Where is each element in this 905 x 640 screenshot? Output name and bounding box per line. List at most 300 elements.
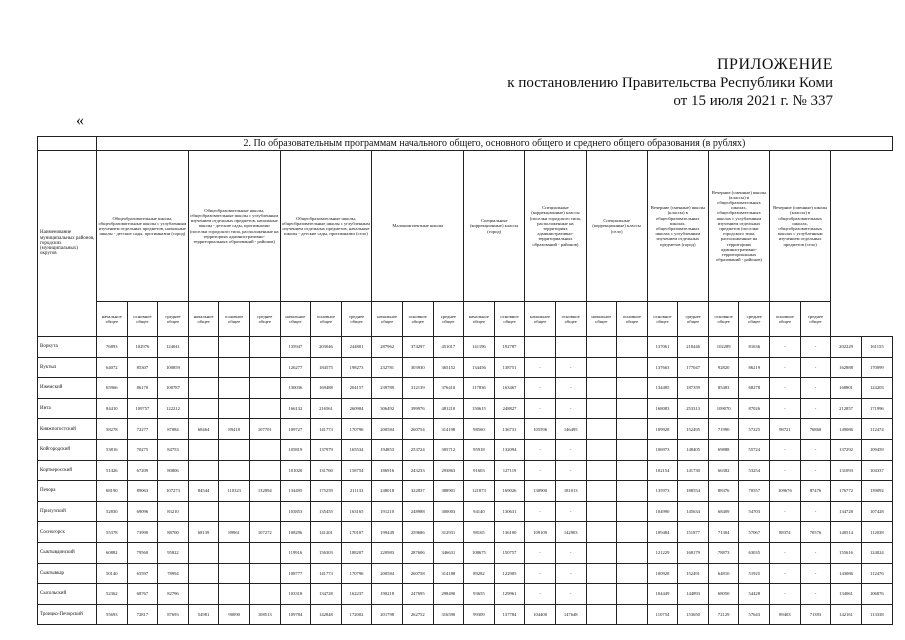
group-header: Специальные (коррекционные) классы (село) <box>586 151 647 302</box>
cost-cell: 69888 <box>708 439 739 460</box>
cost-cell: 122905 <box>494 563 525 584</box>
cost-cell: 55724 <box>739 439 770 460</box>
cost-cell <box>249 542 280 563</box>
cost-cell: 110754 <box>647 604 678 625</box>
education-level-header: основное общее <box>617 302 648 337</box>
cost-cell: 68767 <box>127 584 158 605</box>
cost-cell <box>219 563 250 584</box>
cost-cell: 149086 <box>831 419 862 440</box>
cost-cell: 70557 <box>739 481 770 502</box>
education-level-header: начальное общее <box>525 302 556 337</box>
table-row <box>38 460 893 481</box>
group-header: Специальные (коррекционные) классы (город) <box>464 151 525 302</box>
cost-cell: 92820 <box>708 357 739 378</box>
cost-cell: 142903 <box>555 522 586 543</box>
cost-cell: 107428 <box>861 501 892 522</box>
cost-cell: 132094 <box>494 439 525 460</box>
cost-cell <box>586 337 617 358</box>
cost-cell: - <box>800 337 831 358</box>
education-level-header: основное общее <box>708 302 739 337</box>
cost-cell: 53254 <box>739 460 770 481</box>
municipality-name: Печора <box>38 481 97 502</box>
cost-cell: 262752 <box>402 604 433 625</box>
table-row <box>38 604 893 625</box>
cost-cell: 106973 <box>647 439 678 460</box>
cost-cell: 155616 <box>831 542 862 563</box>
cost-cell: 51925 <box>739 563 770 584</box>
table-row <box>38 419 893 440</box>
cost-cell: 142848 <box>311 604 342 625</box>
section-title: 2. По образовательным программам начального общего, основного общего и среднего общего образования (в рублях) <box>97 137 893 151</box>
cost-cell: - <box>800 439 831 460</box>
cost-cell: 112476 <box>861 563 892 584</box>
cost-cell: 109928 <box>647 419 678 440</box>
cost-cell: 51426 <box>97 460 128 481</box>
education-level-header: начальное общее <box>372 302 403 337</box>
cost-cell: 109784 <box>280 604 311 625</box>
cost-cell: 212857 <box>831 398 862 419</box>
cost-cell: 86170 <box>127 378 158 399</box>
cost-cell: 55378 <box>97 522 128 543</box>
cost-cell: - <box>555 584 586 605</box>
education-level-header: основное общее <box>494 302 525 337</box>
cost-cell <box>617 439 648 460</box>
cost-cell: 88376 <box>708 481 739 502</box>
cost-cell: 129961 <box>494 584 525 605</box>
cost-cell <box>617 604 648 625</box>
cost-cell: 87026 <box>739 398 770 419</box>
cost-cell: 98721 <box>770 419 801 440</box>
cost-cell: 57067 <box>739 522 770 543</box>
group-header: Общеобразовательные школы, общеобразовательные школы с углубленным изучением отдельных предметов, начальные школы - детские сады, прогимназии (поселки городского типа, расположенные на территориях административно-территориальных образований - районов) <box>188 151 280 302</box>
group-header-row <box>38 151 893 302</box>
cost-cell: 200584 <box>372 419 403 440</box>
cost-cell: 106876 <box>861 584 892 605</box>
cost-cell: 67209 <box>127 460 158 481</box>
cost-cell: - <box>800 378 831 399</box>
opening-quote: « <box>76 112 84 129</box>
cost-cell <box>617 419 648 440</box>
municipality-name: Воркута <box>38 337 97 358</box>
cost-cell: - <box>800 357 831 378</box>
cost-cell <box>249 439 280 460</box>
cost-cell <box>586 419 617 440</box>
cost-cell: 68190 <box>97 481 128 502</box>
cost-cell: 131760 <box>311 460 342 481</box>
cost-cell: 108296 <box>280 522 311 543</box>
municipality-name: Ижемский <box>38 378 97 399</box>
cost-cell: 135973 <box>647 481 678 502</box>
cost-cell: 124024 <box>861 542 892 563</box>
cost-cell: 188207 <box>341 542 372 563</box>
cost-cell: - <box>525 398 556 419</box>
cost-cell: 156303 <box>311 542 342 563</box>
cost-cell: 65966 <box>97 378 128 399</box>
cost-cell: 170107 <box>341 522 372 543</box>
education-level-header: основное общее <box>127 302 158 337</box>
cost-cell: - <box>770 337 801 358</box>
cost-cell <box>249 584 280 605</box>
cost-cell: 55693 <box>97 604 128 625</box>
cost-cell: 201798 <box>372 604 403 625</box>
cost-cell: 170796 <box>341 563 372 584</box>
cost-cell: 135455 <box>311 501 342 522</box>
cost-cell: 153650 <box>678 604 709 625</box>
education-level-header: среднее общее <box>158 302 189 337</box>
cost-cell: 76893 <box>97 337 128 358</box>
cost-cell: 53816 <box>97 439 128 460</box>
cost-cell: 141201 <box>311 522 342 543</box>
cost-cell: 60882 <box>97 542 128 563</box>
cost-cell <box>525 337 556 358</box>
education-level-header: основное общее <box>555 302 586 337</box>
cost-cell <box>617 481 648 502</box>
cost-cell: 305712 <box>433 439 464 460</box>
cost-cell: 105819 <box>280 439 311 460</box>
cost-cell: 130900 <box>525 481 556 502</box>
document-header <box>507 56 833 110</box>
cost-cell: 121229 <box>647 542 678 563</box>
cost-cell: 204157 <box>341 378 372 399</box>
cost-cell: 101020 <box>280 460 311 481</box>
cost-cell: 109484 <box>647 522 678 543</box>
cost-cell: 141773 <box>311 563 342 584</box>
cost-cell: 57225 <box>739 419 770 440</box>
cost-cell: 135947 <box>280 337 311 358</box>
cost-cell: 102289 <box>708 337 739 358</box>
municipality-name: Княжпогостский <box>38 419 97 440</box>
education-level-header: основное общее <box>219 302 250 337</box>
cost-cell: 162888 <box>831 357 862 378</box>
cost-cell: 89418 <box>219 419 250 440</box>
cost-cell <box>617 522 648 543</box>
cost-cell: 151877 <box>678 522 709 543</box>
cost-cell: 102976 <box>127 337 158 358</box>
cost-cell: - <box>525 378 556 399</box>
cost-cell: 152491 <box>678 563 709 584</box>
cost-cell <box>188 357 219 378</box>
cost-cell <box>617 542 648 563</box>
cost-cell: - <box>800 542 831 563</box>
cost-cell <box>586 357 617 378</box>
cost-cell: 169026 <box>494 481 525 502</box>
cost-cell: 198273 <box>341 357 372 378</box>
cost-cell: 134456 <box>464 357 495 378</box>
education-level-header: начальное общее <box>586 302 617 337</box>
cost-cell <box>249 460 280 481</box>
cost-cell: 91603 <box>464 460 495 481</box>
cost-cell: - <box>525 501 556 522</box>
group-header: Вечерние (сменные) школы (классы) в общеобразовательных школах, общеобразовательных школах с углубленным изучением отдельных предметов (город) <box>647 151 708 302</box>
cost-cell: 200584 <box>372 563 403 584</box>
cost-cell: 184575 <box>311 357 342 378</box>
cost-cell: 119916 <box>280 542 311 563</box>
cost-cell: 124041 <box>158 337 189 358</box>
cost-cell: 109757 <box>127 398 158 419</box>
cost-cell: 98560 <box>464 419 495 440</box>
cost-cell: - <box>525 357 556 378</box>
cost-cell: 137292 <box>831 439 862 460</box>
cost-cell: 88374 <box>770 522 801 543</box>
cost-cell: 107701 <box>249 419 280 440</box>
municipality-column-header: Наименование муниципальных районов, городских (муниципальных) округов <box>38 151 97 337</box>
cost-cell: - <box>555 563 586 584</box>
cost-cell: 239789 <box>372 378 403 399</box>
cost-cell: 63035 <box>739 542 770 563</box>
cost-cell: 150615 <box>464 398 495 419</box>
municipality-name: Сосногорск <box>38 522 97 543</box>
cost-cell: 109727 <box>280 419 311 440</box>
cost-cell <box>188 584 219 605</box>
cost-cell: 50140 <box>97 563 128 584</box>
cost-cell <box>555 337 586 358</box>
cost-cell: 88700 <box>158 522 189 543</box>
cost-cell: 68464 <box>188 419 219 440</box>
municipality-name: Прилузский <box>38 501 97 522</box>
cost-cell: 52830 <box>97 501 128 522</box>
table-row <box>38 584 893 605</box>
cost-cell: 65597 <box>127 563 158 584</box>
group-header: Специальные (коррекционные) классы (поселки городского типа, расположенные на территориях административно-территориальных образований - районов) <box>525 151 586 302</box>
cost-cell: 98165 <box>464 522 495 543</box>
sub-header-row <box>38 302 893 337</box>
cost-cell: 71304 <box>708 522 739 543</box>
table-row <box>38 522 893 543</box>
cost-cell <box>586 542 617 563</box>
cost-cell: 109070 <box>708 398 739 419</box>
table-row <box>38 542 893 563</box>
cost-cell: 163165 <box>341 501 372 522</box>
cost-cell: 158754 <box>341 460 372 481</box>
cost-cell: - <box>525 542 556 563</box>
cost-cell: 126277 <box>280 357 311 378</box>
cost-cell: 186916 <box>372 460 403 481</box>
cost-cell <box>586 501 617 522</box>
cost-cell: 147648 <box>555 604 586 625</box>
municipality-name: Инта <box>38 398 97 419</box>
cost-cell: 68409 <box>708 501 739 522</box>
cost-cell: - <box>770 542 801 563</box>
cost-cell: 170796 <box>341 419 372 440</box>
cost-cell: 293863 <box>433 460 464 481</box>
cost-cell: 93655 <box>464 584 495 605</box>
cost-cell: 72817 <box>127 604 158 625</box>
education-level-header: среднее общее <box>249 302 280 337</box>
cost-cell: 388901 <box>433 481 464 502</box>
cost-cell: 139092 <box>861 481 892 502</box>
education-level-header: основное общее <box>402 302 433 337</box>
cost-cell: 103853 <box>280 501 311 522</box>
education-level-header: среднее общее <box>678 302 709 337</box>
section-title-spacer <box>38 137 97 151</box>
cost-cell: - <box>770 357 801 378</box>
cost-cell: 165534 <box>341 439 372 460</box>
cost-cell: 87693 <box>158 604 189 625</box>
cost-cell: 150757 <box>494 542 525 563</box>
cost-cell: 95918 <box>464 439 495 460</box>
education-level-header: основное общее <box>770 302 801 337</box>
cost-cell: 64072 <box>97 357 128 378</box>
education-level-header: среднее общее <box>739 302 770 337</box>
cost-cell: 316590 <box>433 604 464 625</box>
cost-cell <box>219 542 250 563</box>
cost-cell: 78994 <box>158 563 189 584</box>
cost-cell: 168083 <box>647 398 678 419</box>
cost-cell: 287606 <box>402 542 433 563</box>
cost-cell: 90090 <box>219 604 250 625</box>
cost-cell: 168801 <box>831 378 862 399</box>
cost-cell: 108777 <box>280 563 311 584</box>
cost-cell: 188554 <box>678 481 709 502</box>
cost-cell <box>188 337 219 358</box>
cost-cell: - <box>800 584 831 605</box>
education-level-header: основное общее <box>647 302 678 337</box>
cost-cell: 248988 <box>402 501 433 522</box>
cost-cell: 253313 <box>678 398 709 419</box>
municipality-name: Койгородский <box>38 439 97 460</box>
cost-cell: 142161 <box>831 604 862 625</box>
cost-cell <box>617 337 648 358</box>
cost-cell: 202229 <box>831 337 862 358</box>
cost-cell <box>617 584 648 605</box>
cost-cell <box>249 357 280 378</box>
cost-cell <box>188 378 219 399</box>
cost-cell <box>188 542 219 563</box>
cost-cell <box>586 398 617 419</box>
cost-cell: 137663 <box>647 357 678 378</box>
cost-cell: - <box>770 460 801 481</box>
education-level-header: основное общее <box>311 302 342 337</box>
cost-cell <box>188 563 219 584</box>
education-level-header: начальное общее <box>188 302 219 337</box>
cost-cell <box>249 563 280 584</box>
municipality-name: Корткеросский <box>38 460 97 481</box>
cost-cell: 70576 <box>800 522 831 543</box>
cost-cell: 89282 <box>464 563 495 584</box>
cost-cell: 244801 <box>341 337 372 358</box>
cost-cell: 306492 <box>372 398 403 419</box>
cost-cell: - <box>770 584 801 605</box>
cost-cell: - <box>770 501 801 522</box>
municipality-name: Сыктывдинский <box>38 542 97 563</box>
cost-cell <box>188 439 219 460</box>
cost-cell: 68278 <box>739 378 770 399</box>
cost-cell: 260904 <box>341 398 372 419</box>
cost-cell: 130631 <box>494 501 525 522</box>
cost-cell <box>249 378 280 399</box>
cost-cell: 259686 <box>402 522 433 543</box>
cost-cell: 232781 <box>372 357 403 378</box>
cost-cell: 166132 <box>280 398 311 419</box>
cost-cell <box>586 584 617 605</box>
cost-cell: 146495 <box>555 419 586 440</box>
cost-cell: 451017 <box>433 337 464 358</box>
cost-cell: 148405 <box>678 439 709 460</box>
cost-cell: 169488 <box>311 378 342 399</box>
cost-cell: 161155 <box>861 337 892 358</box>
table-row <box>38 398 893 419</box>
cost-cell: 199449 <box>372 522 403 543</box>
cost-cell: 112474 <box>861 419 892 440</box>
cost-cell: 54428 <box>739 584 770 605</box>
cost-cell: 87476 <box>800 481 831 502</box>
cost-cell: - <box>525 563 556 584</box>
cost-cell: - <box>770 378 801 399</box>
cost-cell: 194853 <box>372 439 403 460</box>
cost-cell: 287962 <box>372 337 403 358</box>
cost-cell: 181013 <box>555 481 586 502</box>
cost-cell: 376410 <box>433 378 464 399</box>
cost-cell: 346631 <box>433 542 464 563</box>
cost-cell: 136731 <box>494 419 525 440</box>
cost-cell: 190218 <box>372 584 403 605</box>
cost-cell <box>617 563 648 584</box>
cost-cell: 72277 <box>127 419 158 440</box>
cost-cell <box>219 460 250 481</box>
cost-cell <box>219 357 250 378</box>
municipality-name: Сысольский <box>38 584 97 605</box>
cost-cell: 134485 <box>647 378 678 399</box>
cost-cell: 203046 <box>311 337 342 358</box>
cost-cell <box>586 563 617 584</box>
cost-cell: 191210 <box>372 501 403 522</box>
municipality-name: Сыктывкар <box>38 563 97 584</box>
cost-cell: 83210 <box>158 501 189 522</box>
cost-cell: 107272 <box>249 522 280 543</box>
cost-cell: 54981 <box>188 604 219 625</box>
cost-cell: 102154 <box>647 460 678 481</box>
cost-cell: 109459 <box>861 439 892 460</box>
cost-cell: 86219 <box>739 357 770 378</box>
cost-cell: 172002 <box>341 604 372 625</box>
cost-cell: 89063 <box>127 481 158 502</box>
cost-cell: 312931 <box>433 522 464 543</box>
cost-table <box>37 136 893 625</box>
cost-cell: 152495 <box>678 419 709 440</box>
cost-cell: - <box>555 542 586 563</box>
cost-cell <box>586 460 617 481</box>
table-row <box>38 481 893 502</box>
cost-cell: 69096 <box>127 501 158 522</box>
cost-cell: 144893 <box>678 584 709 605</box>
cost-cell: 108675 <box>464 542 495 563</box>
cost-cell: 87084 <box>158 419 189 440</box>
cost-cell: - <box>555 378 586 399</box>
cost-cell: 137784 <box>494 604 525 625</box>
cost-cell: 163467 <box>494 378 525 399</box>
cost-cell: - <box>525 584 556 605</box>
cost-cell: - <box>770 439 801 460</box>
cost-cell: 322837 <box>402 481 433 502</box>
cost-cell: 57643 <box>739 604 770 625</box>
cost-cell: 131093 <box>831 460 862 481</box>
cost-cell: 253724 <box>402 439 433 460</box>
cost-cell: 365152 <box>433 357 464 378</box>
cost-cell <box>188 460 219 481</box>
cost-cell: 112038 <box>861 522 892 543</box>
cost-cell <box>617 378 648 399</box>
cost-cell: 141773 <box>311 419 342 440</box>
cost-cell: 134495 <box>280 481 311 502</box>
cost-cell: 171996 <box>861 398 892 419</box>
cost-cell: 220983 <box>372 542 403 563</box>
cost-cell <box>586 378 617 399</box>
cost-cell: 80806 <box>158 460 189 481</box>
cost-cell: 399976 <box>402 398 433 419</box>
cost-cell <box>617 460 648 481</box>
decree-date-line: от 15 июля 2021 г. № 337 <box>673 93 833 109</box>
cost-cell: 192787 <box>494 337 525 358</box>
